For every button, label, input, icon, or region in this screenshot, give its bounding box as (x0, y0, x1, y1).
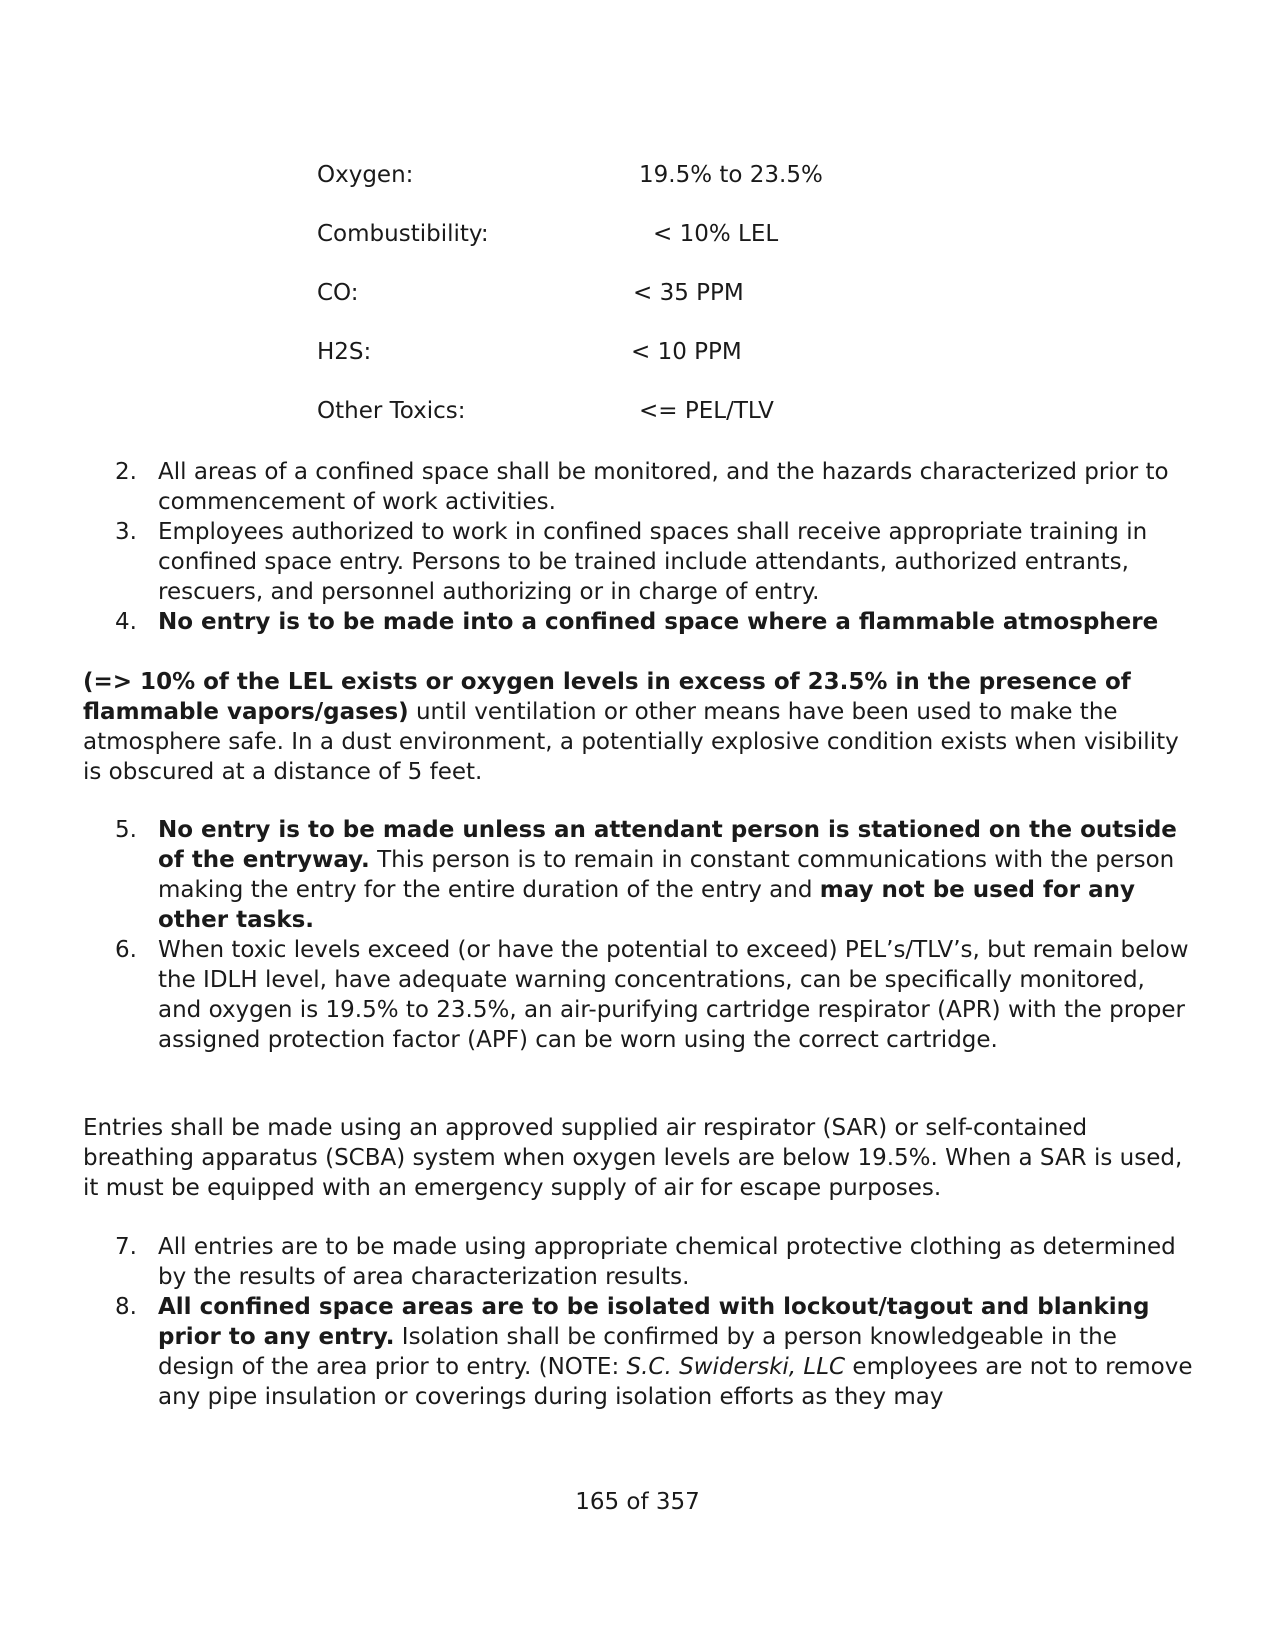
list-item-4 (83, 607, 1193, 637)
list-number: 7. (115, 1234, 137, 1260)
list-item-text: Employees authorized to work in confined spaces shall receive appropriate training in confined space entry. Persons to be trained include attendants, authorized entrants, rescuers, and personnel authorizing or in charge of entry. (158, 519, 1148, 605)
numbered-list-c (83, 1232, 1193, 1412)
limit-value: <= PEL/TLV (639, 398, 774, 424)
limit-row-h2s (317, 337, 917, 396)
list-item-2 (83, 457, 1193, 517)
limit-row-co (317, 278, 917, 337)
list-number: 3. (115, 519, 137, 545)
limit-value: < 10 PPM (631, 339, 742, 365)
limit-value: < 35 PPM (633, 280, 744, 306)
company-name: S.C. Swiderski, LLC (626, 1354, 846, 1380)
limit-label: Other Toxics: (317, 398, 466, 424)
list-item-bold-text: may not be used for any other tasks. (158, 877, 1135, 933)
page-number: 165 of 357 (575, 1489, 700, 1515)
list-item-text: This person is to remain in constant communications with the person making the entry for the entire duration of the entry and (158, 847, 1175, 903)
list-item-8 (83, 1292, 1193, 1412)
flammable-atmosphere-paragraph (83, 667, 1193, 787)
limit-row-other-toxics (317, 396, 917, 455)
list-item-6 (83, 935, 1193, 1055)
list-number: 2. (115, 459, 137, 485)
list-number: 5. (115, 817, 137, 843)
list-item-7 (83, 1232, 1193, 1292)
limit-value: 19.5% to 23.5% (639, 162, 823, 188)
numbered-list-a (83, 457, 1193, 637)
limit-row-oxygen (317, 160, 917, 219)
list-item-text: When toxic levels exceed (or have the potential to exceed) PEL’s/TLV’s, but remain below the IDLH level, have adequate warning concentrations, can be specifically monitored, and oxygen is 19.5% to 23.5%, an air-purifying cartridge respirator (APR) with the proper assigned protection factor (APF) can be worn using the correct cartridge. (158, 937, 1189, 1053)
list-item-5 (83, 815, 1193, 935)
limit-value: < 10% LEL (653, 221, 779, 247)
list-item-text: All entries are to be made using appropriate chemical protective clothing as determined by the results of area characterization results. (158, 1234, 1176, 1290)
list-item-text: All areas of a confined space shall be monitored, and the hazards characterized prior to commencement of work activities. (158, 459, 1169, 515)
respirator-paragraph (83, 1113, 1193, 1203)
list-number: 8. (115, 1294, 137, 1320)
paragraph-bold-text: (=> 10% of the LEL exists or oxygen levels in excess of 23.5% in the presence of flammable vapors/gases) (83, 669, 1131, 725)
atmospheric-limits (317, 160, 917, 455)
paragraph-text: Entries shall be made using an approved supplied air respirator (SAR) or self-contained breathing apparatus (SCBA) system when oxygen levels are below 19.5%. When a SAR is used, it must be equipped with an emergency supply of air for escape purposes. (83, 1115, 1183, 1201)
list-item-bold-text: No entry is to be made into a confined space where a flammable atmosphere (158, 609, 1159, 635)
list-number: 6. (115, 937, 137, 963)
limit-label: CO: (317, 280, 359, 306)
limit-label: Oxygen: (317, 162, 414, 188)
list-number: 4. (115, 609, 137, 635)
list-item-text: employees are not to remove any pipe insulation or coverings during isolation efforts as they may (158, 1354, 1193, 1410)
list-item-bold-text: No entry is to be made unless an attendant person is stationed on the outside of the entryway. (158, 817, 1177, 873)
list-item-text: Isolation shall be confirmed by a person knowledgeable in the design of the area prior to entry. (NOTE: (158, 1324, 1117, 1380)
list-item-bold-text: All confined space areas are to be isolated with lockout/tagout and blanking prior to any entry. (158, 1294, 1150, 1350)
list-item-3 (83, 517, 1193, 607)
limit-label: H2S: (317, 339, 372, 365)
numbered-list-b (83, 815, 1193, 1055)
limit-row-combustibility (317, 219, 917, 278)
limit-label: Combustibility: (317, 221, 489, 247)
paragraph-text: until ventilation or other means have been used to make the atmosphere safe. In a dust environment, a potentially explosive condition exists when visibility is obscured at a distance of 5 feet. (83, 699, 1179, 785)
